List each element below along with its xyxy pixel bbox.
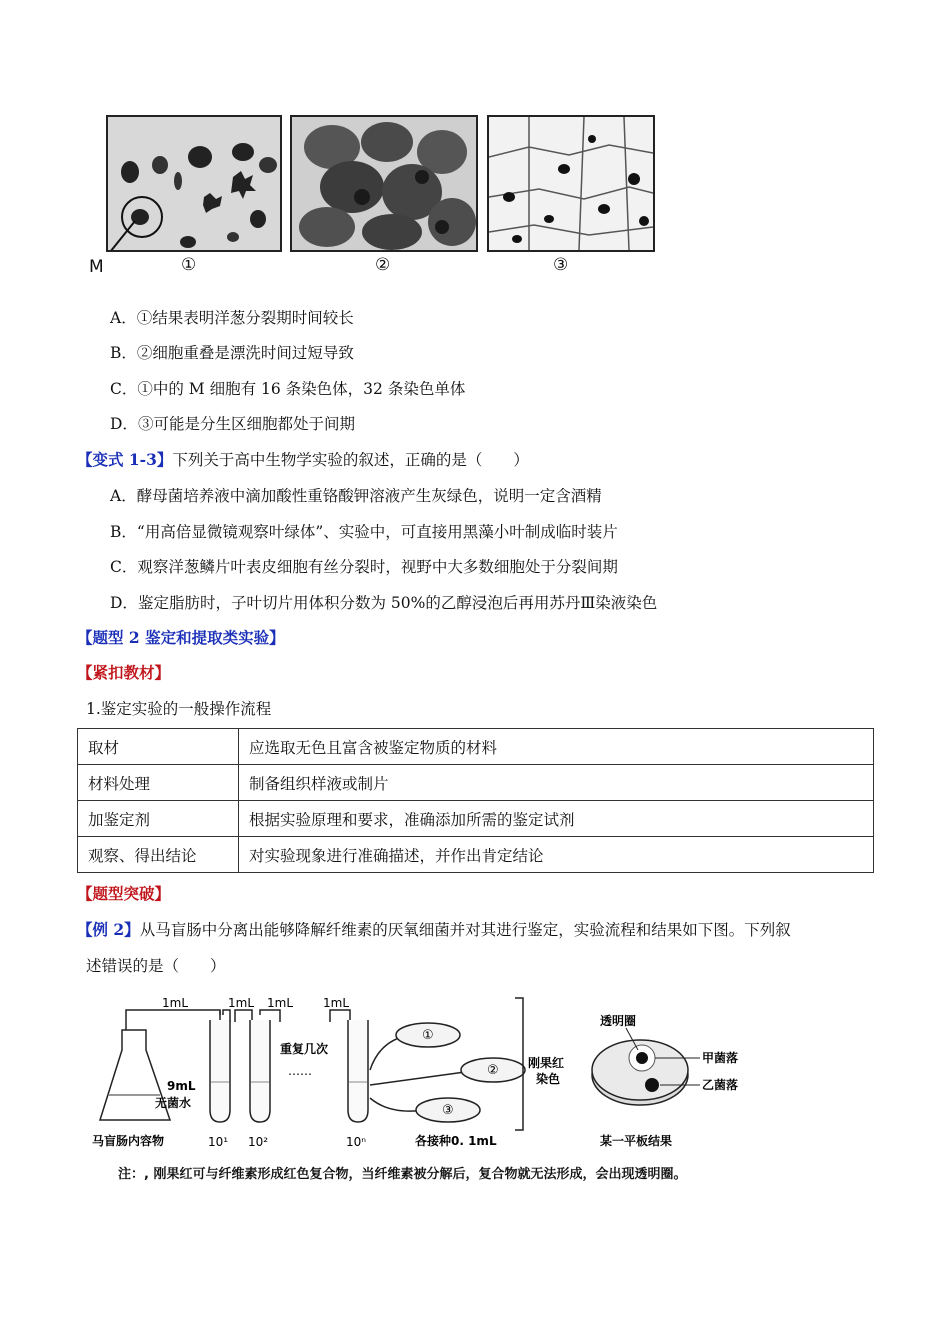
table-cell-desc: 对实验现象进行准确描述，并作出肯定结论 [239, 837, 874, 873]
stain-label-1: 刚果红 [528, 1056, 565, 1070]
stain-label-2: 染色 [536, 1072, 561, 1086]
table-cell-desc: 应选取无色且富含被鉴定物质的材料 [239, 729, 874, 765]
table-row [78, 837, 874, 873]
panel-label-2: ② [375, 255, 391, 275]
table-row [78, 765, 874, 801]
label-m: M [89, 257, 104, 277]
diagram-note: 注：, 刚果红可与纤维素形成红色复合物，当纤维素被分解后，复合物就无法形成，会出现透明圈。 [118, 1167, 687, 1182]
micrograph-3 [487, 115, 655, 252]
variant-option-b: B．“用高倍显微镜观察叶绿体”、实验中，可直接用黑藻小叶制成临时装片 [110, 523, 618, 541]
variant-option-c: C．观察洋葱鳞片叶表皮细胞有丝分裂时，视野中大多数细胞处于分裂间期 [110, 558, 618, 576]
plate-label-1: ① [422, 1028, 434, 1043]
experiment-diagram [80, 990, 780, 1158]
variant-tag: 【变式 1-3】 [77, 450, 173, 469]
water-label-1: 9mL [167, 1079, 196, 1093]
result-label: 某一平板结果 [600, 1134, 673, 1148]
colony-b-label: 乙菌落 [702, 1078, 739, 1092]
q1-option-d: D．③可能是分生区细胞都处于间期 [110, 415, 355, 433]
panel-label-1: ① [181, 255, 197, 275]
textbook-tag: 【紧扣教材】 [77, 663, 171, 682]
variant-option-a: A．酵母菌培养液中滴加酸性重铬酸钾溶液产生灰绿色，说明一定含酒精 [110, 487, 602, 505]
panel-label-3: ③ [553, 255, 569, 275]
volume-label-3: 1mL [267, 996, 294, 1010]
micrograph-1-image [108, 117, 280, 250]
q1-option-b: B．②细胞重叠是漂洗时间过短导致 [110, 344, 354, 362]
tuben-label: 10ⁿ [346, 1135, 367, 1149]
variant-stem: 【变式 1-3】下列关于高中生物学实验的叙述，正确的是（ ） [77, 450, 529, 469]
table-cell-desc: 制备组织样液或制片 [239, 765, 874, 801]
result-plate-icon [592, 1028, 700, 1105]
table-cell-step: 观察、得出结论 [78, 837, 239, 873]
micrograph-2-image [292, 117, 476, 250]
table-row [78, 801, 874, 837]
example2-stem-line2: 述错误的是（ ） [86, 957, 226, 975]
micrograph-1 [106, 115, 282, 252]
volume-label-1: 1mL [162, 996, 189, 1010]
table-row [78, 729, 874, 765]
repeat-dots: …… [288, 1064, 312, 1078]
breakthrough-tag: 【题型突破】 [77, 884, 171, 903]
plate-label-3: ③ [442, 1103, 454, 1118]
tube2-label: 10² [248, 1135, 269, 1149]
example2-tag: 【例 2】 [77, 920, 140, 939]
flow-title: 1.鉴定实验的一般操作流程 [86, 700, 272, 718]
water-label-2: 无菌水 [155, 1096, 192, 1110]
table-cell-desc: 根据实验原理和要求，准确添加所需的鉴定试剂 [239, 801, 874, 837]
table-cell-step: 加鉴定剂 [78, 801, 239, 837]
example2-stem-line1: 【例 2】从马盲肠中分离出能够降解纤维素的厌氧细菌并对其进行鉴定，实验流程和结果如下图。下列叙 [77, 920, 791, 939]
halo-label: 透明圈 [600, 1014, 637, 1028]
volume-label-4: 1mL [323, 996, 350, 1010]
variant-option-d: D．鉴定脂肪时，子叶切片用体积分数为 50%的乙醇浸泡后再用苏丹Ⅲ染液染色 [110, 594, 658, 612]
micrograph-3-image [489, 117, 653, 250]
colony-a-label: 甲菌落 [702, 1051, 739, 1065]
inoculate-label: 各接种0. 1mL [415, 1134, 497, 1148]
micrograph-2 [290, 115, 478, 252]
q1-option-c: C．①中的 M 细胞有 16 条染色体，32 条染色单体 [110, 380, 466, 398]
section2-title: 【题型 2 鉴定和提取类实验】 [77, 628, 285, 647]
table-cell-step: 取材 [78, 729, 239, 765]
flow-table [77, 728, 874, 873]
flask-label: 马盲肠内容物 [92, 1134, 165, 1148]
table-cell-step: 材料处理 [78, 765, 239, 801]
plate-label-2: ② [487, 1063, 499, 1078]
q1-option-a: A．①结果表明洋葱分裂期时间较长 [110, 309, 354, 327]
repeat-label: 重复几次 [280, 1042, 329, 1056]
tube1-label: 10¹ [208, 1135, 229, 1149]
volume-label-2: 1mL [228, 996, 255, 1010]
